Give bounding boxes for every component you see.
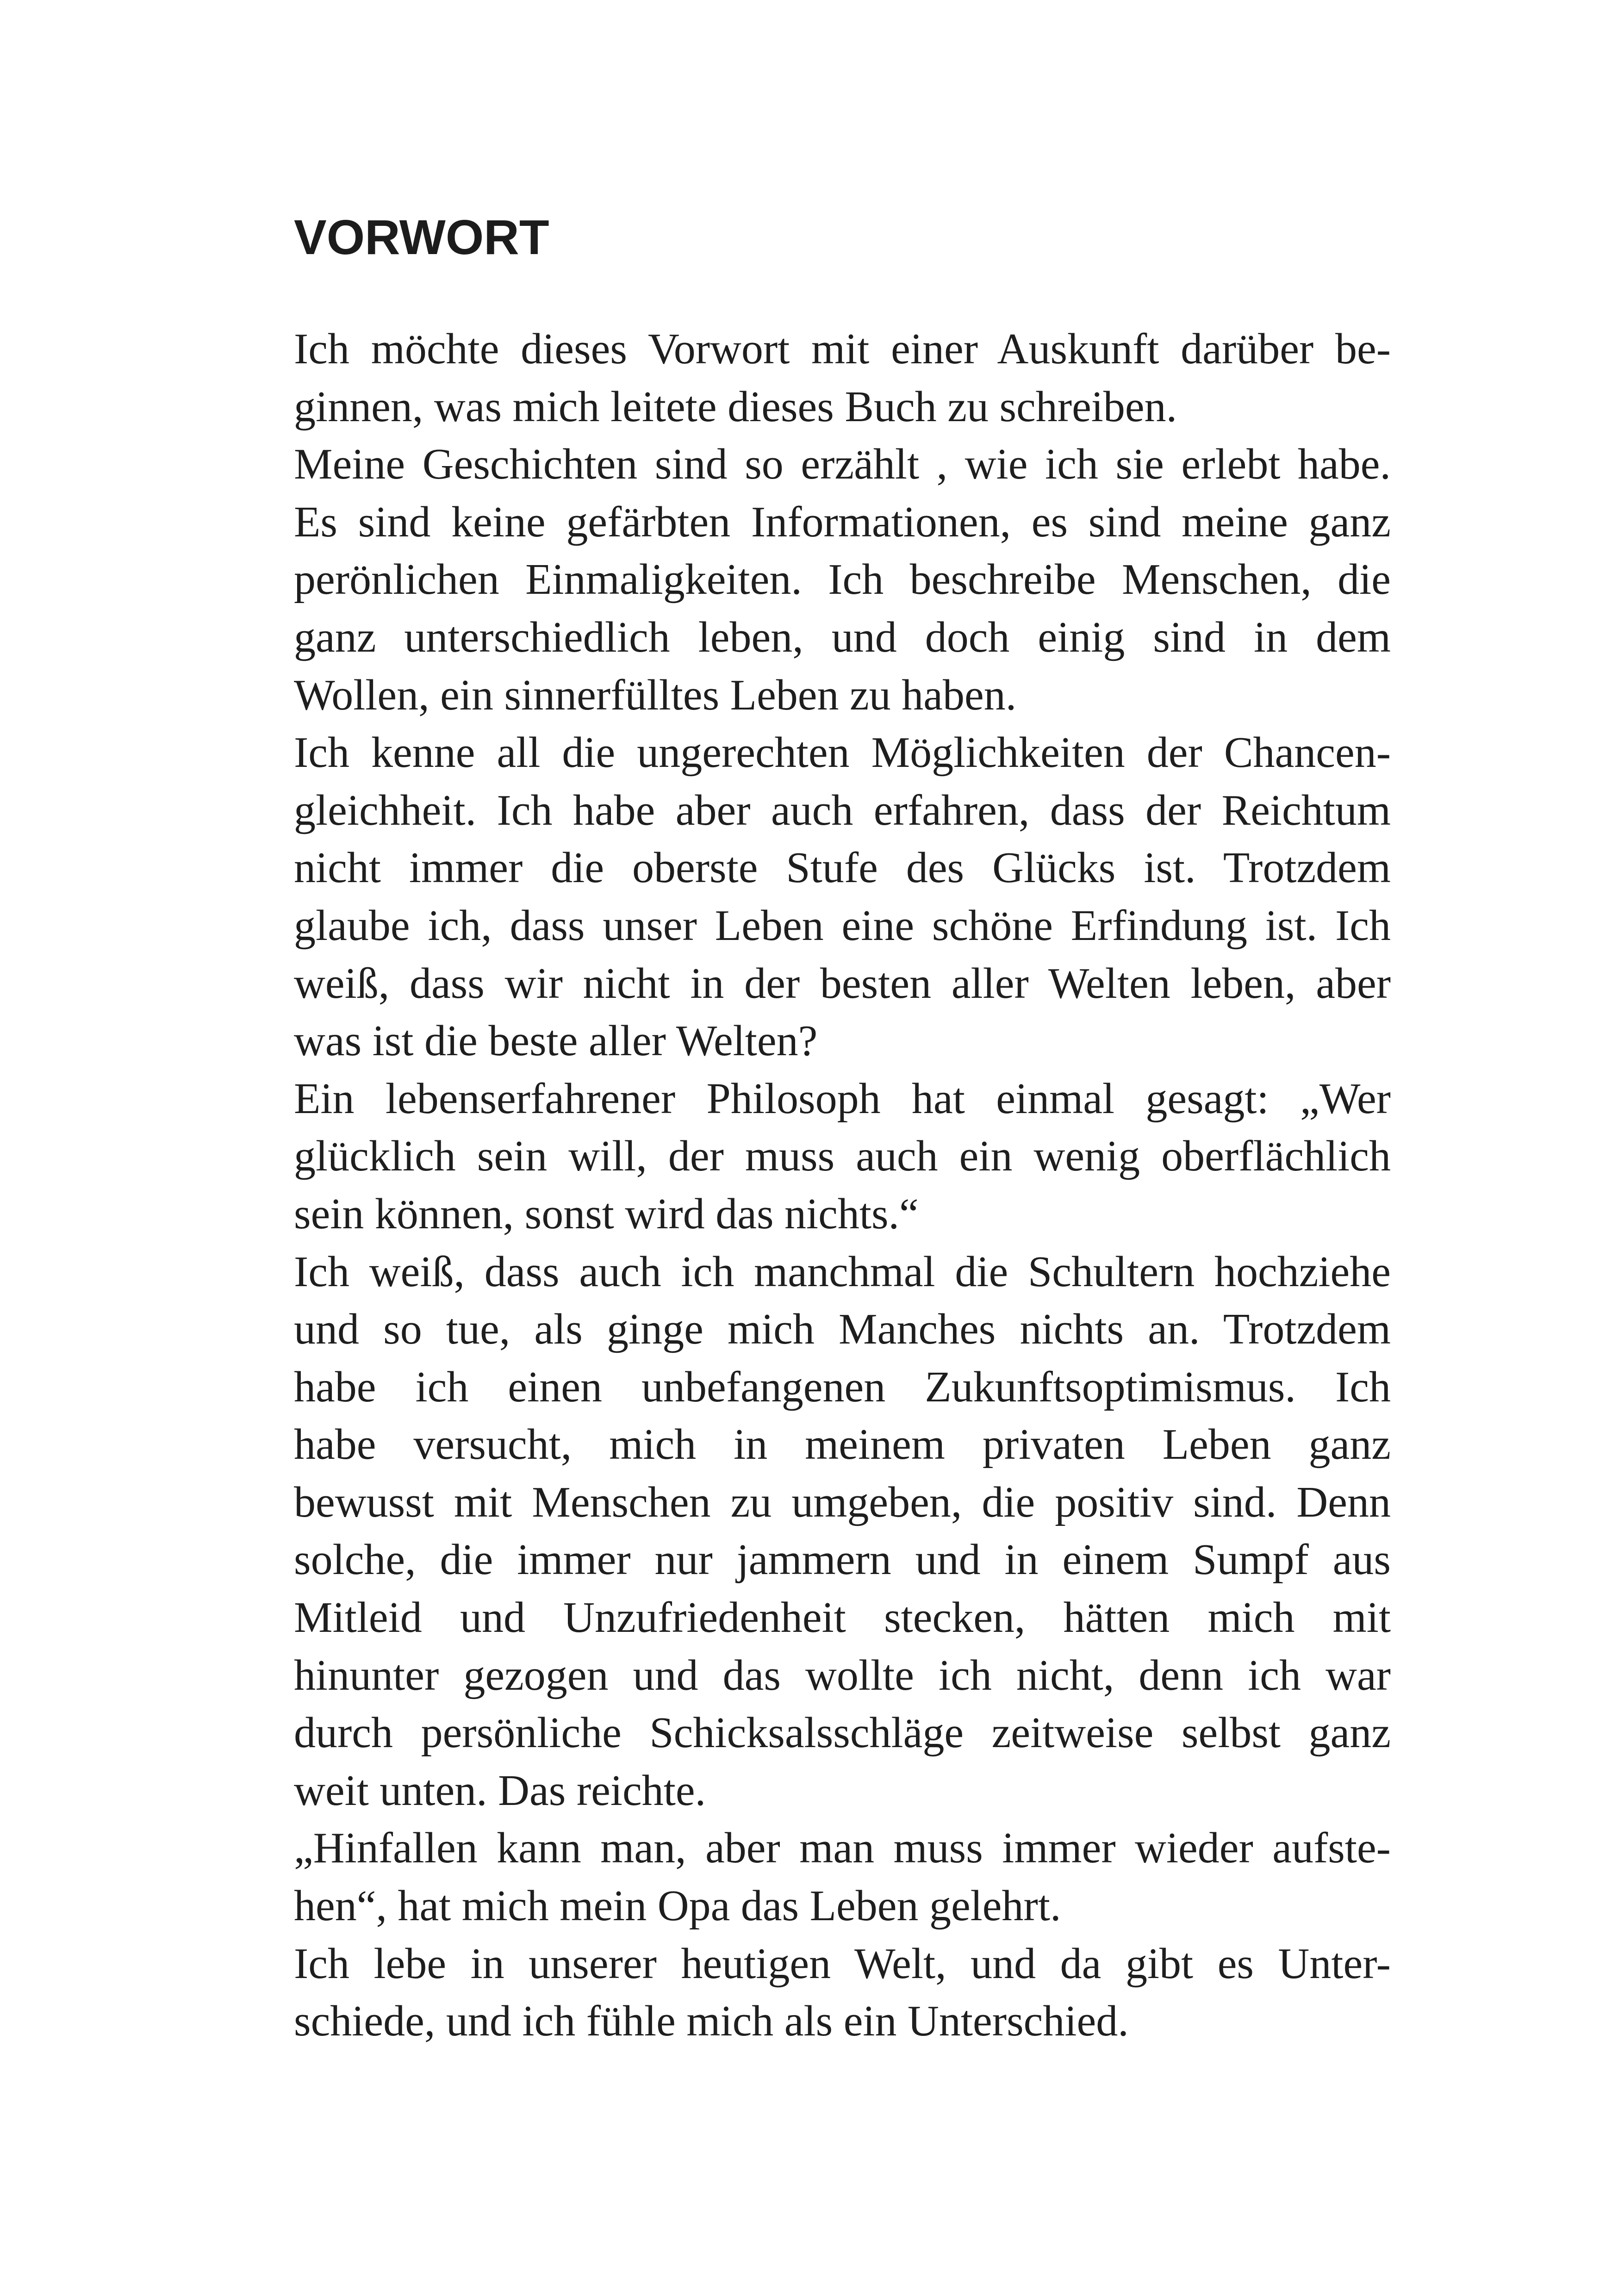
text-line: glaube ich, dass unser Leben eine schöne Erfindung ist. Ich — [294, 901, 1391, 950]
text-line: schiede, und ich fühle mich als ein Unterschied. — [294, 1997, 1129, 2046]
text-line: habe ich einen unbefangenen Zukunftsoptimismus. Ich — [294, 1363, 1391, 1411]
text-line: Ich weiß, dass auch ich manchmal die Schultern hochziehe — [294, 1247, 1391, 1296]
text-line: Ich kenne all die ungerechten Möglichkeiten der Chancen- — [294, 728, 1391, 777]
text-line: und so tue, als ginge mich Manches nichts an. Trotzdem — [294, 1305, 1391, 1354]
preface-body — [294, 320, 1391, 2050]
text-line: hen“, hat mich mein Opa das Leben gelehrt. — [294, 1882, 1061, 1930]
text-line: Wollen, ein sinnerfülltes Leben zu haben. — [294, 671, 1017, 719]
text-line: Ich möchte dieses Vorwort mit einer Auskunft darüber be- — [294, 325, 1391, 373]
text-line: weiß, dass wir nicht in der besten aller Welten leben, aber — [294, 959, 1391, 1008]
text-line: solche, die immer nur jammern und in einem Sumpf aus — [294, 1536, 1391, 1584]
text-line: was ist die beste aller Welten? — [294, 1017, 818, 1065]
text-line: durch persönliche Schicksalsschläge zeitweise selbst ganz — [294, 1709, 1391, 1757]
text-line: Ich lebe in unserer heutigen Welt, und da gibt es Unter- — [294, 1939, 1391, 1988]
text-line: weit unten. Das reichte. — [294, 1766, 706, 1815]
text-line: nicht immer die oberste Stufe des Glücks ist. Trotzdem — [294, 844, 1391, 892]
text-line: Ein lebenserfahrener Philosoph hat einmal gesagt: „Wer — [294, 1074, 1391, 1123]
text-line: Es sind keine gefärbten Informationen, es sind meine ganz — [294, 498, 1391, 546]
text-line: bewusst mit Menschen zu umgeben, die positiv sind. Denn — [294, 1478, 1391, 1526]
text-line: Meine Geschichten sind so erzählt , wie ich sie erlebt habe. — [294, 440, 1391, 489]
text-line: habe versucht, mich in meinem privaten Leben ganz — [294, 1420, 1391, 1469]
text-line: Mitleid und Unzufriedenheit stecken, hätten mich mit — [294, 1593, 1391, 1642]
text-line: ginnen, was mich leitete dieses Buch zu schreiben. — [294, 382, 1177, 431]
text-line: perönlichen Einmaligkeiten. Ich beschreibe Menschen, die — [294, 555, 1391, 604]
text-line: hinunter gezogen und das wollte ich nicht, denn ich war — [294, 1651, 1391, 1699]
text-line: sein können, sonst wird das nichts.“ — [294, 1189, 919, 1238]
page-title: VORWORT — [294, 210, 549, 265]
text-line: glücklich sein will, der muss auch ein wenig oberflächlich — [294, 1132, 1391, 1181]
text-line: „Hinfallen kann man, aber man muss immer wieder aufste- — [294, 1824, 1391, 1873]
text-line: ganz unterschiedlich leben, und doch einig sind in dem — [294, 613, 1391, 661]
text-line: gleichheit. Ich habe aber auch erfahren, dass der Reichtum — [294, 786, 1391, 834]
